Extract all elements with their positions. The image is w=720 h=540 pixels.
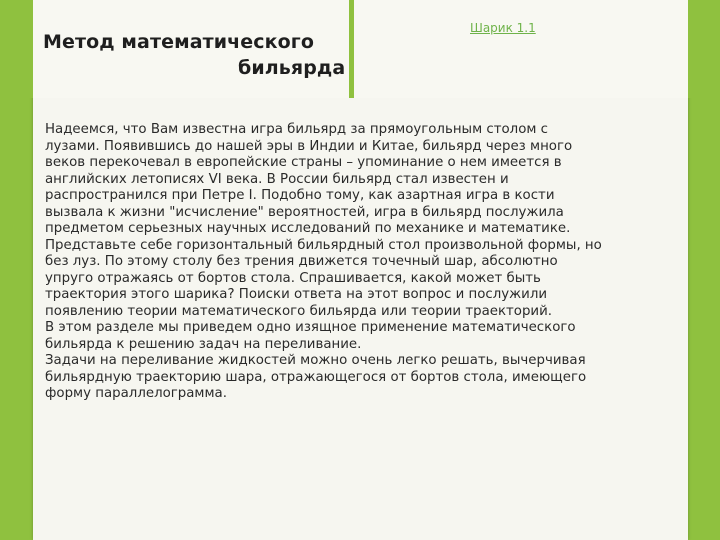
body-line: веков перекочевал в европейские страны – упоминание о нем имеется в	[45, 155, 562, 170]
body-line: Представьте себе горизонтальный бильярдный стол произвольной формы, но	[45, 237, 602, 253]
body-line: траектория этого шарика? Поиски ответа на этот вопрос и послужили	[45, 287, 548, 302]
body-line: вызвала к жизни "исчисление" вероятностей, игра в бильярд послужила	[45, 204, 564, 220]
body-text	[45, 122, 675, 403]
page-title-line-2: бильярда	[238, 57, 346, 79]
body-line: английских летописях VI века. В России бильярд стал известен и	[45, 171, 509, 187]
body-line: В этом разделе мы приведем одно изящное применение математического	[45, 320, 576, 335]
body-line: форму параллелограмма.	[45, 386, 227, 401]
body-line: без луз. По этому столу без трения движется точечный шар, абсолютно	[45, 254, 558, 269]
body-line: Задачи на переливание жидкостей можно очень легко решать, вычерчивая	[45, 353, 586, 368]
body-line: предметом серьезных научных исследований по механике и математике.	[45, 221, 571, 236]
tab-box	[354, 0, 688, 98]
body-line: распространился при Петре I. Подобно тому, как азартная игра в кости	[45, 188, 555, 203]
body-line: появлению теории математического бильярда или теории траекторий.	[45, 303, 553, 319]
page-title-line-1: Метод математического	[43, 31, 314, 53]
body-line: упруго отражаясь от бортов стола. Спрашивается, какой может быть	[45, 270, 541, 286]
tab-link-ball-1-1[interactable]: Шарик 1.1	[470, 21, 536, 35]
body-line: бильярдную траекторию шара, отражающегося от бортов стола, имеющего	[45, 369, 587, 385]
body-line: бильярда к решению задач на переливание.	[45, 336, 362, 352]
body-line: Надеемся, что Вам известна игра бильярд за прямоугольным столом с	[45, 122, 549, 137]
body-line: лузами. Появившись до нашей эры в Индии и Китае, бильярд через много	[45, 138, 573, 154]
